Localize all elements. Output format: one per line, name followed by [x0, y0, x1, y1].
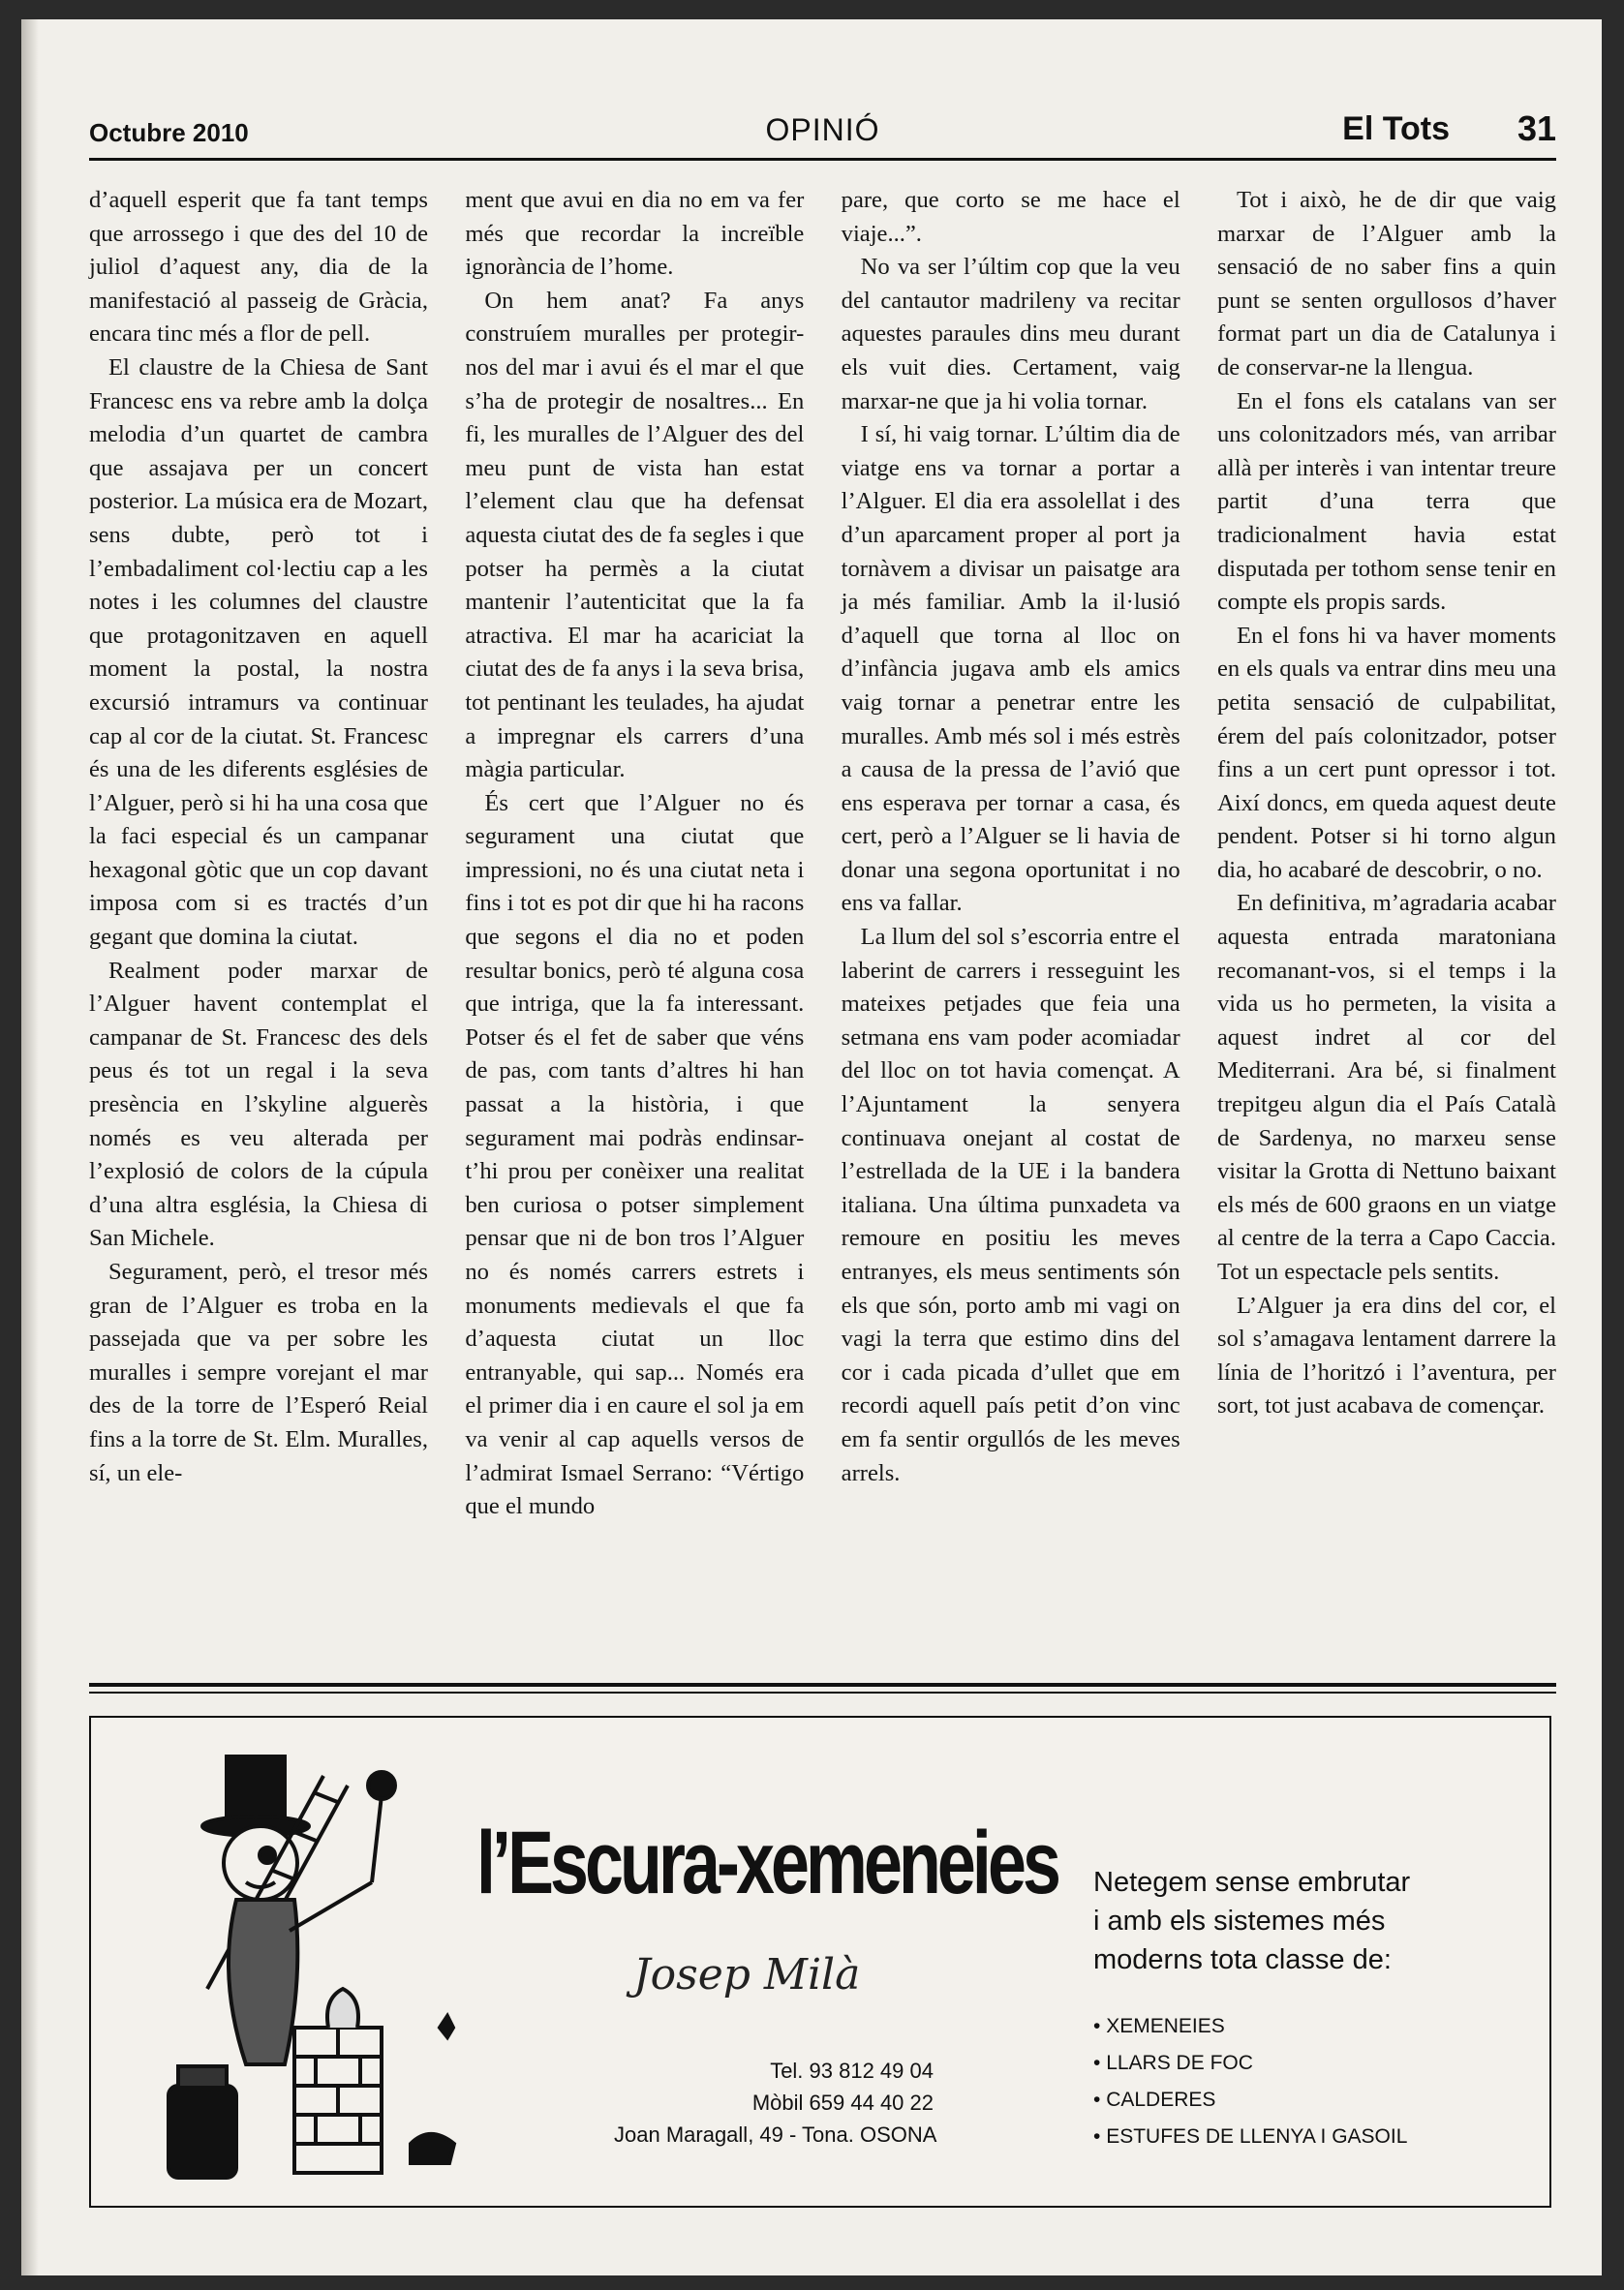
article-paragraph: No va ser l’últim cop que la veu del cantautor madrileny va recitar aquestes paraules dins meu durant els vuit dies. Certament, vaig marxar-ne que ja hi volia tornar.	[841, 254, 1180, 414]
ad-service-item: • XEMENEIES	[1093, 2008, 1407, 2045]
page-header	[89, 99, 1556, 157]
article-paragraph: El claustre de la Chiesa de Sant Francesc ens va rebre amb la dolça melodia d’un quartet de cambra que assajava per un concert posterior. La música era de Mozart, sens dubte, però tot i l’embadaliment col·lectiu cap a les notes i les columnes del claustre que protagonitzaven en aquell moment la postal, la nostra excursió intramurs va continuar cap al cor de la ciutat. St. Francesc és una de les diferents esglésies de l’Alguer, però si hi ha una cosa que la faci especial és un campanar hexagonal gòtic que un cop davant imposa com si es tractés d’un gegant que domina la ciutat.	[89, 353, 428, 951]
ad-tagline-line: i amb els sistemes més	[1093, 1906, 1386, 1937]
section-title: OPINIÓ	[765, 112, 880, 147]
page-number: 31	[1517, 108, 1556, 148]
article-paragraph: Segurament, però, el tresor més gran de l’Alguer es troba en la passejada que va per sobre les muralles i sempre vorejant el mar des de la torre de l’Esperó Reial fins a la torre de St. Elm. Muralles, sí, un ele-	[89, 1259, 428, 1486]
article-column-4	[1217, 184, 1556, 1675]
ad-service-item: • LLARS DE FOC	[1093, 2045, 1407, 2082]
article-paragraph: En el fons els catalans van ser uns colonitzadors més, van arribar allà per interès i van intentar treure partit d’una terra que tradicionalment havia estat disputada per tothom sense tenir en compte els propis sards.	[1216, 387, 1556, 616]
article-paragraph: ment que avui en dia no em va fer més que recordar la increïble ignorància de l’home.	[465, 187, 805, 281]
ad-business-name: l’Escura-xemeneies	[476, 1814, 1057, 1912]
article-paragraph: L’Alguer ja era dins del cor, el sol s’amagava lentament darrere la línia de l’horitzó i l’aventura, per sort, tot just acabava de començar.	[1216, 1292, 1556, 1420]
article-paragraph: En el fons hi va haver moments en els quals va entrar dins meu una petita sensació de culpabilitat, érem del país colonitzador, potser fins a un cert punt opressor i tot. Així doncs, em queda aquest deute pendent. Potser si hi torno algun dia, ho acabaré de descobrir, o no.	[1216, 622, 1556, 883]
header-rule	[89, 158, 1556, 161]
section-divider-thin	[89, 1692, 1556, 1694]
article-column-2	[465, 184, 804, 1675]
issue-date: Octubre 2010	[89, 118, 249, 147]
magazine-page	[21, 19, 1602, 2275]
ad-phone: Tel. 93 812 49 04	[770, 2059, 934, 2083]
chimney-sweep-illustration	[149, 1737, 469, 2192]
article-paragraph: d’aquell esperit que fa tant temps que arrossego i que des del 10 de juliol d’aquest any, dia de la manifestació al passeig de Gràcia, encara tinc més a flor de pell.	[89, 187, 428, 348]
ad-service-item: • ESTUFES DE LLENYA I GASOIL	[1093, 2119, 1407, 2155]
article-paragraph: Tot i això, he de dir que vaig marxar de l’Alguer amb la sensació de no saber fins a quin punt se senten orgullosos d’haver format part un dia de Catalunya i de conservar-ne la llengua.	[1216, 187, 1556, 381]
article-paragraph: Realment poder marxar de l’Alguer havent contemplat el campanar de St. Francesc des dels peus és tot un regal i la seva presència en l’skyline alguerès només es veu alterada per l’explosió de colors de la cúpula d’una altra església, la Chiesa di San Michele.	[89, 957, 428, 1252]
magazine-brand: El Tots	[1342, 110, 1450, 147]
article-paragraph: En definitiva, m’agradaria acabar aquesta entrada maratoniana recomanant-vos, si el temps i la vida us ho permeten, la visita a aquest indret al cor del Mediterrani. Ara bé, si finalment trepitgeu algun dia el País Català de Sardenya, no marxeu sense visitar la Grotta di Nettuno baixant els més de 600 graons en un viatge al centre de la terra a Capo Caccia. Tot un espectacle pels sentits.	[1216, 890, 1556, 1285]
ad-tagline-line: Netegem sense embrutar	[1093, 1867, 1411, 1898]
ad-tagline	[1093, 1863, 1410, 1979]
article-paragraph: La llum del sol s’escorria entre el laberint de carrers i resseguint les mateixes petjades que feia una setmana ens vam poder acomiadar del lloc on tot havia començat. A l’Ajuntament la senyera continuava onejant al costat de l’estrellada de la UE i la bandera italiana. Una última punxadeta va remoure en positiu les meves entranyes, els meus sentiments són els que són, porto amb mi vagi on vagi la terra que estimo dins del cor i cada picada d’ullet que em recordi aquell país petit d’on vinc em fa sentir orgullós de les meves arrels.	[841, 924, 1180, 1486]
advertisement	[89, 1716, 1551, 2208]
article-column-3	[842, 184, 1180, 1675]
ad-mobile: Mòbil 659 44 40 22	[751, 2091, 934, 2115]
section-divider	[89, 1683, 1556, 1687]
article-paragraph: pare, que corto se me hace el viaje...”.	[841, 187, 1180, 247]
article-paragraph: És cert que l’Alguer no és segurament una ciutat que impressioni, no és una ciutat neta i fins i tot es pot dir que hi ha racons que segons el dia no et poden resultar bonics, però té alguna cosa que intriga, que la fa interessant. Potser és el fet de saber que véns de pas, com tants d’altres hi han passat a la història, i que segurament mai podràs endinsar-t’hi prou per conèixer una realitat ben curiosa o potser simplement pensar que ni de bon tros l’Alguer no és només carrers estrets i monuments medievals el que fa d’aquesta ciutat un lloc entranyable, qui sap... Només era el primer dia i en caure el sol ja em va venir al cap aquells versos de l’admirat Ismael Serrano: “Vértigo que el mundo	[465, 789, 805, 1520]
article-column-1	[89, 184, 428, 1675]
article-body	[89, 184, 1556, 1675]
ad-owner-signature: Josep Milà	[633, 1950, 861, 2000]
ad-service-item: • CALDERES	[1093, 2082, 1407, 2119]
article-paragraph: I sí, hi vaig tornar. L’últim dia de viatge ens va tornar a portar a l’Alguer. El dia era assolellat i des d’un aparcament proper al port ja tornàvem a divisar un paisatge ara ja més familiar. Amb la il·lusió d’aquell que torna al lloc on d’infància jugava amb els amics vaig tornar a penetrar entre les muralles. Amb més sol i més estrès a causa de la pressa de l’avió que ens esperava per tornar a casa, és cert, però a l’Alguer se li havia de donar una segona oportunitat i no ens va fallar.	[841, 421, 1180, 917]
article-paragraph: On hem anat? Fa anys construíem muralles per protegir-nos del mar i avui és el mar el que s’ha de protegir de nosaltres... En fi, les muralles de l’Alguer des del meu punt de vista han estat l’element clau que ha defensat aquesta ciutat des de fa segles i que potser ha permès a la ciutat mantenir l’autenticitat que la fa atractiva. El mar ha acariciat la ciutat des de fa anys i la seva brisa, tot pentinant les teulades, ha ajudat a impregnar els carrers d’una màgia particular.	[465, 287, 805, 783]
ad-services-list	[1093, 2008, 1407, 2155]
ad-tagline-line: moderns tota classe de:	[1093, 1944, 1392, 1975]
ad-contact-block	[614, 2055, 937, 2151]
ad-address: Joan Maragall, 49 - Tona. OSONA	[614, 2122, 937, 2147]
page-gutter-shadow	[21, 19, 39, 2275]
